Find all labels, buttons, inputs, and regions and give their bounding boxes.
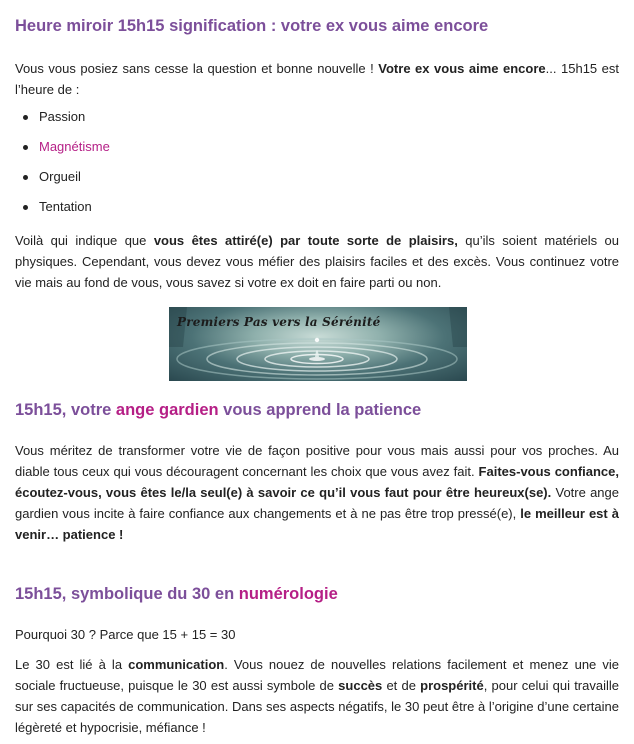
ange-gardien-link[interactable]: ange gardien [115, 401, 219, 419]
serenity-banner[interactable] [169, 307, 467, 381]
list-item: Passion [15, 108, 110, 138]
section-heading-angel: 15h15, votre ange gardien vous apprend la patience [15, 401, 422, 419]
numerologie-link[interactable]: numérologie [238, 585, 338, 603]
attraction-paragraph: Voilà qui indique que vous êtes attiré(e) par toute sorte de plaisirs, qu’ils soient matériels ou physiques. Cependant, vous devez vous méfier des plaisirs faciles et des excès. Vous continuez votre vie mais au fond de vous, vous savez si votre ex doit en faire parti ou non. [15, 233, 620, 290]
intro-paragraph: Vous vous posiez sans cesse la question et bonne nouvelle ! Votre ex vous aime encore... 15h15 est l’heure de : [15, 61, 620, 97]
banner-title: Premiers Pas vers la Sérénité [177, 315, 381, 329]
communication-paragraph: Le 30 est lié à la communication. Vous nouez de nouvelles relations facilement et menez une vie sociale fructueuse, puisque le 30 est aussi symbole de succès et de prospérité, pour celui qui travaille sur ses capacités de communication. Dans ses aspects négatifs, le 30 peut être à l’origine d’une certaine légèreté et hypocrisie, méfiance ! [15, 657, 619, 735]
section-heading-ex: Heure miroir 15h15 signification : votre ex vous aime encore [15, 17, 489, 35]
why-30-paragraph: Pourquoi 30 ? Parce que 15 + 15 = 30 [15, 627, 236, 642]
list-item [15, 138, 110, 168]
list-item: Orgueil [15, 168, 110, 198]
patience-paragraph: Vous méritez de transformer votre vie de façon positive pour vous mais aussi pour vos proches. Au diable tous ceux qui vous découragent concernant les choix que vous avez fait. Faites-vous confiance, écoutez-vous, vous êtes le/la seul(e) à savoir ce qu’il vous faut pour être heureux(se). Votre ange gardien vous incite à faire confiance aux changements et à ne pas être trop pressé(e), le meilleur est à venir… patience ! [15, 443, 620, 542]
hour-meaning-list [15, 108, 110, 228]
magnetisme-link[interactable]: Magnétisme [39, 139, 110, 154]
list-item: Tentation [15, 198, 110, 228]
section-heading-numerology: 15h15, symbolique du 30 en numérologie [15, 585, 338, 603]
